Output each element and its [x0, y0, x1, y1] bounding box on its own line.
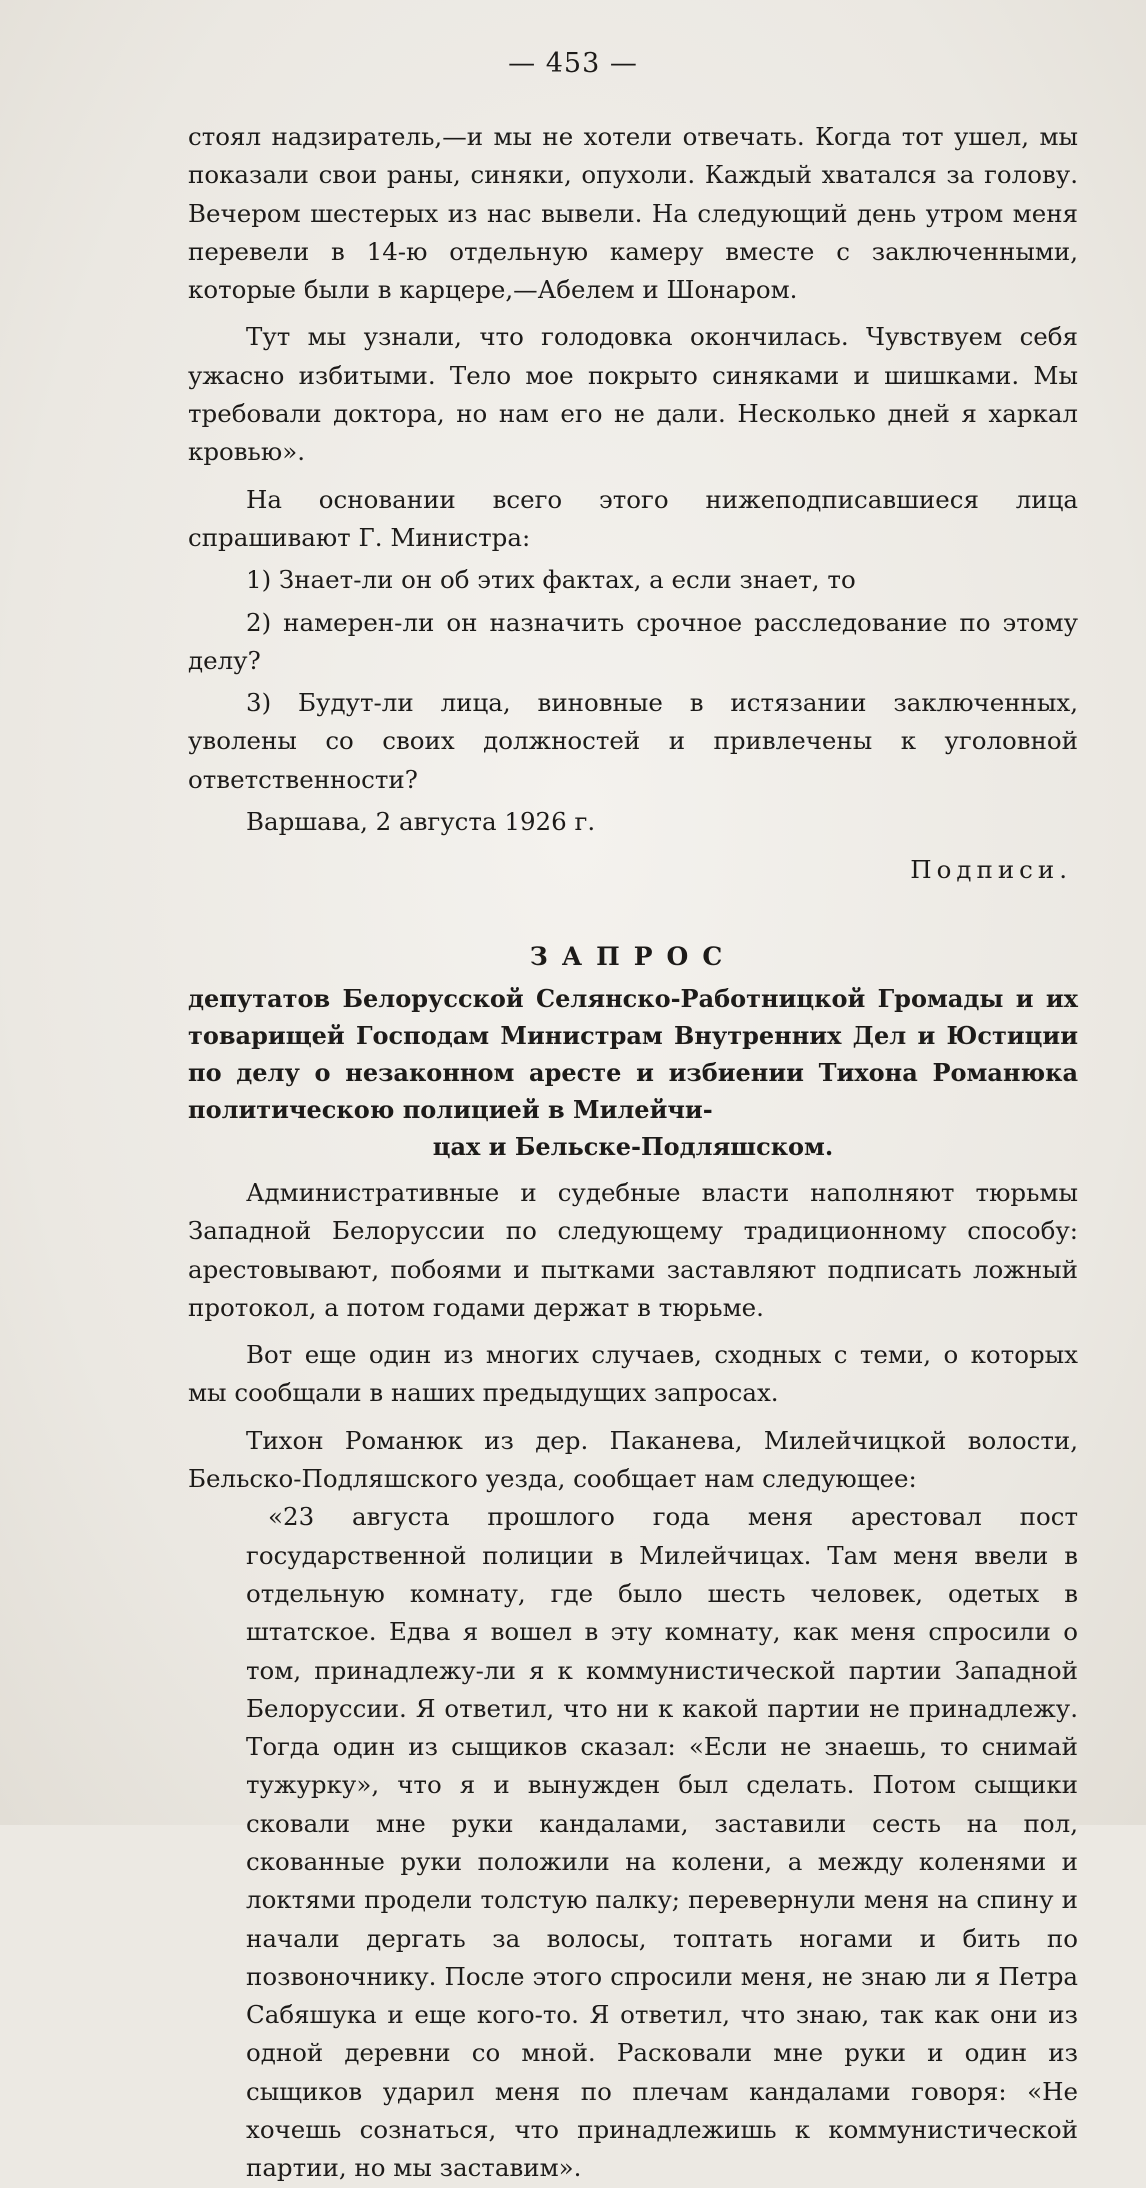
- section-subtitle: [188, 980, 1078, 1165]
- paragraph: Вот еще один из многих случаев, сходных с теми, о которых мы сообщали в наших предыдущих запросах.: [188, 1340, 1078, 1408]
- page-number: — 453 —: [508, 48, 638, 79]
- testimony-quote: [188, 1498, 1078, 2187]
- document-body: [188, 118, 1078, 2188]
- question-item: 1) Знает-ли он об этих фактах, а если знает, то: [246, 565, 856, 595]
- quote-text: «23 августа прошлого года меня арестовал пост государственной полиции в Милейчицах. Там меня ввели в отдельную комнату, где было шесть человек, одетых в штатское. Едва я вошел в эту комнату, как меня спросили о том, принадлежу-ли я к коммунистической партии Западной Белоруссии. Я ответил, что ни к какой партии не принадлежу. Тогда один из сыщиков сказал: «Если не знаешь, то снимай тужурку», что я и вынужден был сделать. Потом сыщики сковали мне руки кандалами, заставили сесть на пол, скованные руки положили на колени, а между коленями и локтями продели толстую палку; перевернули меня на спину и начали дергать за волосы, топтать ногами и бить по позвоночнику. После этого спросили меня, не знаю ли я Петра Сабяшука и еще кого-то. Я ответил, что знаю, так как они из одной деревни со мной. Расковали мне руки и один из сыщиков ударил меня по плечам кандалами говоря: «Не хочешь сознаться, что принадлежишь к коммунистической партии, но мы заставим».: [246, 1502, 1078, 2183]
- subtitle-main: депутатов Белорусской Селянско-Работницкой Громады и их товарищей Господам Министрам Внутренних Дел и Юстиции по делу о незаконном аресте и избиении Тихона Романюка политическою полицией в Милейчи-: [188, 983, 1078, 1124]
- paragraph: Тут мы узнали, что голодовка окончилась. Чувствуем себя ужасно избитыми. Тело мое покрыто синяками и шишками. Мы требовали доктора, но нам его не дали. Несколько дней я харкал кровью».: [188, 322, 1078, 467]
- paragraph: стоял надзиратель,—и мы не хотели отвечать. Когда тот ушел, мы показали свои раны, синяки, опухоли. Каждый хватался за голову. Вечером шестерых из нас вывели. На следующий день утром меня перевели в 14-ю отдельную камеру вместе с заключенными, которые были в карцере,—Абелем и Шонаром.: [188, 122, 1078, 305]
- question-item: 3) Будут-ли лица, виновные в истязании заключенных, уволены со своих должностей и привлечены к уголовной ответственности?: [188, 688, 1078, 794]
- signatures: Подписи.: [910, 855, 1072, 885]
- paragraph: Тихон Романюк из дер. Паканева, Милейчицкой волости, Бельско-Подляшского уезда, сообщает нам следующее:: [188, 1425, 1078, 1494]
- paragraph: На основании всего этого нижеподписавшиеся лица спрашивают Г. Министра:: [188, 484, 1078, 552]
- paragraph: Административные и судебные власти наполняют тюрьмы Западной Белоруссии по следующему традиционному способу: арестовывают, побоями и пытками заставляют подписать ложный протокол, а потом годами держат в тюрьме.: [188, 1177, 1078, 1322]
- subtitle-last-line: цах и Бельске-Подляшском.: [432, 1131, 834, 1161]
- questions-list: [188, 561, 1078, 799]
- section-title: ЗАПРОС: [529, 941, 737, 971]
- date-line: Варшава, 2 августа 1926 г.: [246, 807, 596, 837]
- question-item: 2) намерен-ли он назначить срочное расследование по этому делу?: [188, 607, 1078, 675]
